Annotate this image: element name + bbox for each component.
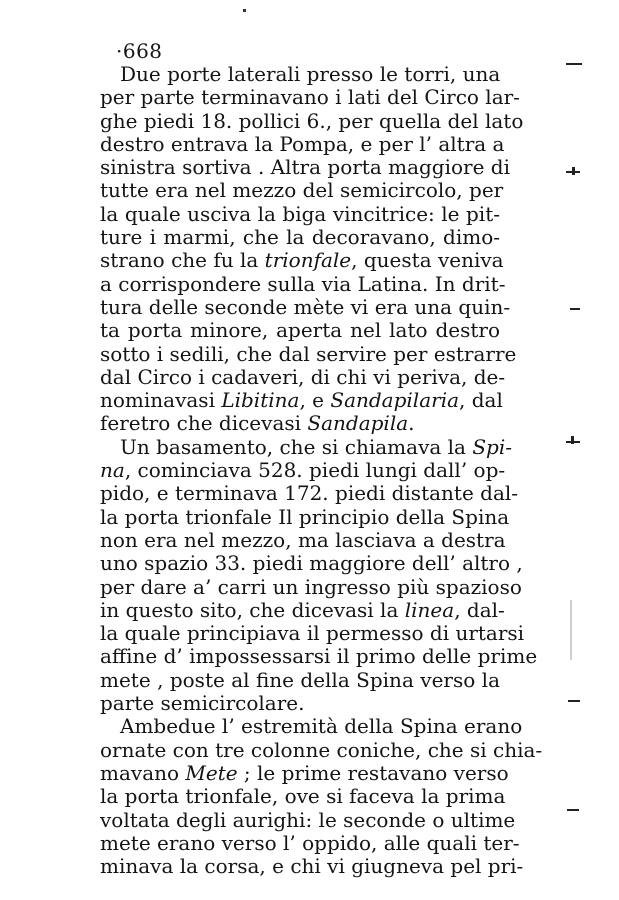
italic-term: trionfale <box>264 248 352 273</box>
text-segment: , cominciava 528. piedi lungi dall’ op- <box>124 458 506 483</box>
text-line <box>100 388 503 413</box>
text-line <box>100 458 506 483</box>
italic-term: Mete <box>185 760 238 785</box>
text-segment: mavano <box>100 760 186 785</box>
text-line <box>100 412 500 435</box>
text-segment: la porta trionfale Il principio della Spina <box>100 504 510 529</box>
text-line <box>100 644 538 669</box>
text-segment: a corrispondere sulla via Latina. In drit- <box>100 271 506 296</box>
text-line <box>100 621 525 646</box>
text-line <box>100 319 500 342</box>
text-line <box>100 574 522 599</box>
text-segment: affine d’ impossessarsi il primo delle prime <box>100 644 538 669</box>
page-number: ·668 <box>116 39 163 63</box>
text-segment: parte semicircolare. <box>100 691 305 716</box>
text-segment: , questa veniva <box>351 248 504 273</box>
body-text <box>100 62 543 879</box>
text-line <box>100 807 516 832</box>
text-segment: la porta trionfale, ove si faceva la prima <box>100 784 506 809</box>
margin-mark-icon <box>572 167 575 175</box>
text-segment: minava la corsa, e chi vi giugneva pel pri- <box>100 854 524 879</box>
text-line <box>100 85 520 110</box>
margin-mark-icon <box>566 63 582 65</box>
text-line <box>100 714 523 739</box>
text-segment: per parte terminavano i lati del Circo lar- <box>100 85 520 110</box>
italic-term: linea <box>404 597 455 622</box>
text-line <box>100 527 506 552</box>
text-line <box>100 830 520 855</box>
text-segment: , dal- <box>454 597 505 622</box>
text-line <box>100 226 500 249</box>
text-line <box>100 692 500 715</box>
text-segment: ; le prime restavano verso <box>237 760 509 785</box>
italic-term: Sandapilaria <box>330 388 460 413</box>
text-line <box>100 364 506 389</box>
text-line <box>100 854 524 879</box>
text-segment: mete , poste al fine della Spina verso la <box>100 667 500 692</box>
text-segment: la quale usciva la biga vincitrice: le pit- <box>100 201 500 226</box>
text-line <box>100 784 506 809</box>
text-line <box>100 551 523 576</box>
text-segment: Ambedue l’ estremità della Spina erano <box>120 714 523 739</box>
text-segment: tura delle seconde mète vi era una quin- <box>100 294 511 319</box>
text-line <box>100 481 519 506</box>
text-segment: , e <box>299 388 331 413</box>
margin-mark-icon <box>243 9 246 12</box>
text-line <box>100 131 505 156</box>
text-line <box>100 434 512 459</box>
text-line <box>100 155 510 180</box>
text-line <box>100 178 504 203</box>
text-line <box>100 504 510 529</box>
text-segment: sinistra sortiva . Altra porta maggiore di <box>100 155 510 180</box>
text-segment: feretro che dicevasi <box>100 411 308 436</box>
italic-term: Spi- <box>472 434 512 459</box>
margin-mark-icon <box>571 436 574 444</box>
text-line <box>100 341 517 366</box>
text-segment: non era nel mezzo, ma lasciava a destra <box>100 527 506 552</box>
text-line <box>100 203 500 226</box>
text-segment: sotto i sedili, che dal servire per estrarre <box>100 341 517 366</box>
text-line <box>100 294 511 319</box>
text-line <box>100 271 506 296</box>
text-line <box>100 63 500 86</box>
margin-mark-icon <box>568 700 580 702</box>
text-segment: destro entrava la Pompa, e per l’ altra a <box>100 131 505 156</box>
text-segment: , dal <box>459 388 503 413</box>
text-segment: ghe piedi 18. pollici 6., per quella del lato <box>100 108 524 133</box>
text-segment: uno spazio 33. piedi maggiore dell’ altro , <box>100 551 523 576</box>
text-line <box>100 760 509 785</box>
text-segment: in questo sito, che dicevasi la <box>100 597 405 622</box>
text-segment: Due porte laterali presso le torri, una <box>120 62 501 86</box>
margin-mark-icon <box>570 308 580 310</box>
text-segment: voltata degli aurighi: le seconde o ultime <box>100 807 516 832</box>
margin-mark-icon <box>570 600 572 660</box>
text-line <box>100 669 500 692</box>
text-segment: tutte era nel mezzo del semicircolo, per <box>100 178 504 203</box>
text-segment: per dare a’ carri un ingresso più spazioso <box>100 574 522 599</box>
margin-mark-icon <box>567 809 579 811</box>
text-segment: pido, e terminava 172. piedi distante dal- <box>100 481 519 506</box>
italic-term: Sandapila <box>307 411 409 436</box>
italic-term: Libitina <box>221 388 300 413</box>
text-line <box>100 597 505 622</box>
text-segment: . <box>408 411 415 436</box>
text-segment: nominavasi <box>100 388 222 413</box>
text-segment: mete erano verso l’ oppido, alle quali ter- <box>100 830 520 855</box>
text-segment: la quale principiava il permesso di urtarsi <box>100 621 525 646</box>
text-segment: ture i marmi, che la decoravano, dimo- <box>100 225 500 250</box>
text-segment: ornate con tre colonne coniche, che si chia- <box>100 737 543 762</box>
text-line <box>100 737 543 762</box>
text-line <box>100 108 524 133</box>
text-segment: ta porta minore, aperta nel lato destro <box>100 318 500 343</box>
italic-term: na <box>100 458 125 483</box>
text-segment: dal Circo i cadaveri, di chi vi periva, de- <box>100 364 506 389</box>
text-segment: strano che fu la <box>100 248 265 273</box>
text-line <box>100 248 504 273</box>
text-segment: Un basamento, che si chiamava la <box>120 434 473 459</box>
